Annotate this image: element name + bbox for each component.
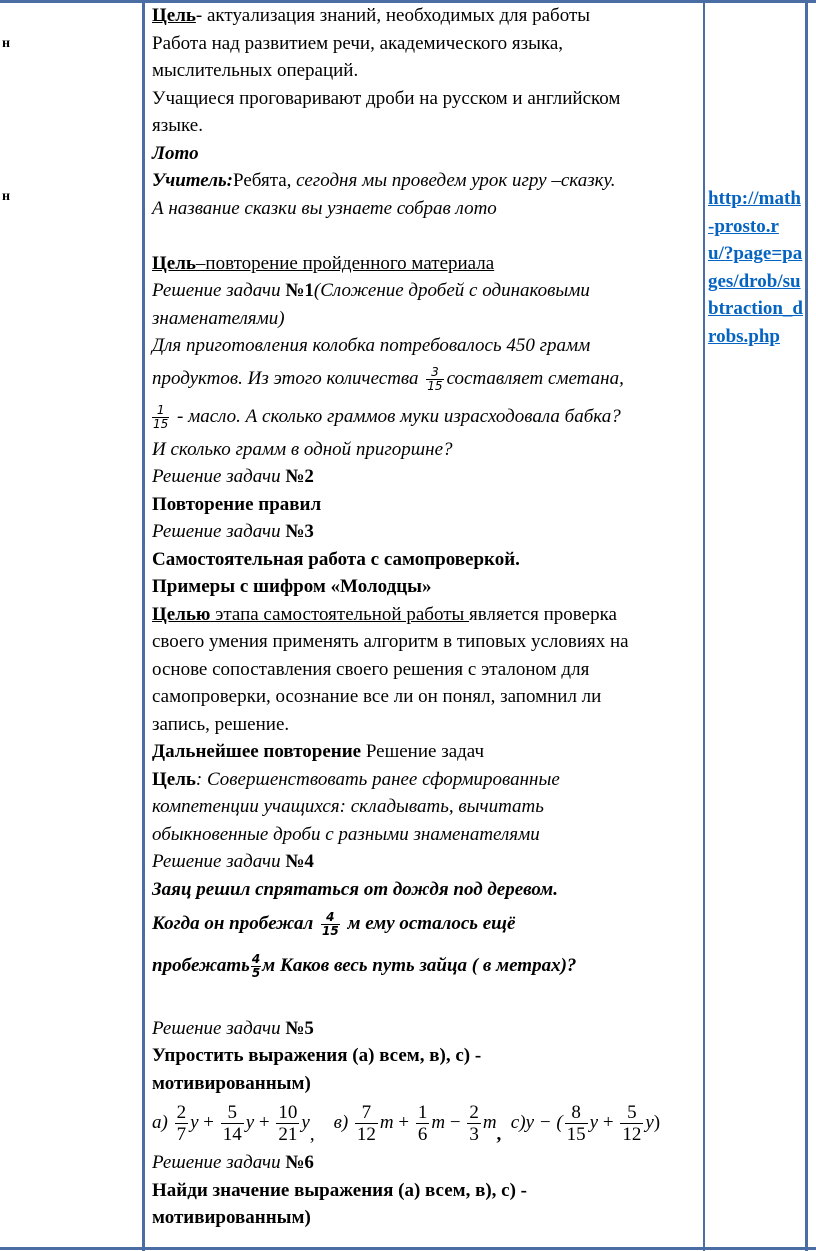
task4-line-2 — [152, 903, 700, 945]
further-rest: Решение задач — [361, 741, 485, 762]
expr-c-fraction-1 — [565, 1102, 588, 1145]
task1-line-3b: - масло. А сколько граммов муки израсходовала бабка? — [172, 405, 621, 427]
goal4-line-3: обыкновенные дроби с разными знаменателями — [152, 823, 540, 845]
fraction-numerator: 7 — [361, 1102, 372, 1124]
task4-line-2b: м ему осталось ещё — [342, 913, 516, 934]
task1-number: №1 — [285, 280, 314, 301]
fraction-numerator: 8 — [571, 1102, 581, 1124]
goal3-label: Целью — [152, 603, 211, 625]
task6-line-2: мотивированным) — [152, 1207, 311, 1228]
task1-line-2a: продуктов. Из этого количества — [152, 367, 424, 389]
expr-c-fraction-2 — [620, 1102, 643, 1145]
task4-number: №4 — [285, 851, 314, 872]
left-column — [0, 0, 140, 1251]
fraction-denominator: 12 — [622, 1124, 642, 1146]
task4-title — [152, 848, 700, 876]
loto-heading: Лото — [152, 142, 199, 164]
task4-line-3 — [152, 945, 700, 987]
expr-c-close: ) — [653, 1112, 661, 1133]
table-border-middle — [703, 0, 705, 1251]
goal1-text: - актуализация знаний, необходимых для работы — [195, 5, 591, 26]
task1-line-2b: составляет сметана, — [446, 367, 624, 389]
spacer — [152, 222, 700, 250]
task1-line-3 — [152, 398, 700, 436]
fraction-3-15 — [426, 366, 443, 393]
plus-sign: + — [203, 1112, 214, 1133]
goal3-underlined: этапа самостоятельной работы — [210, 603, 470, 625]
task1-title — [152, 277, 700, 305]
task4-title-italic: Решение задачи — [152, 851, 286, 872]
fraction-numerator: 2 — [176, 1102, 187, 1124]
goal4-text: : Совершенствовать ранее сформированные — [195, 768, 560, 790]
expr-b-fraction-1 — [355, 1102, 378, 1145]
expr-b-fraction-2 — [416, 1102, 430, 1145]
goal3-line — [152, 601, 700, 629]
goal4-label: Цель — [152, 768, 196, 790]
further-bold: Дальнейшее повторение — [152, 741, 362, 762]
table-border-left — [142, 0, 145, 1251]
variable-y: y — [645, 1112, 654, 1133]
task4-line-3b: м Каков весь путь зайца ( в метрах)? — [262, 955, 577, 976]
task3-title — [152, 518, 700, 546]
variable-y: y — [245, 1112, 255, 1133]
task1-line-2 — [152, 360, 700, 398]
expr-b-label: в) — [333, 1112, 349, 1133]
task5-expressions — [152, 1097, 700, 1149]
resources-column — [708, 185, 804, 350]
task4-line-2a: Когда он пробежал — [152, 913, 318, 934]
task5-line-2: мотивированным) — [152, 1072, 311, 1094]
fraction-numerator: 10 — [278, 1102, 298, 1124]
task5-line-1: Упростить выражения (а) всем, в), с) - — [152, 1045, 482, 1066]
fraction-denominator: 12 — [356, 1124, 376, 1146]
task1-line-1: Для приготовления колобка потребовалось 450 грамм — [152, 335, 591, 356]
task3-number: №3 — [285, 521, 314, 542]
fraction-denominator: 5 — [251, 966, 261, 981]
fraction-4-15 — [321, 911, 340, 938]
expr-a-fraction-2 — [221, 1102, 244, 1145]
further-line — [152, 738, 700, 766]
expr-c-label: с) — [510, 1112, 526, 1133]
goal3-line-3: основе сопоставления своего решения с эталоном для — [152, 658, 590, 680]
fraction-1-15 — [152, 404, 169, 431]
task1-line-4: И сколько грамм в одной пригоршне? — [152, 438, 453, 460]
goal2-line — [152, 250, 700, 278]
task6-number: №6 — [285, 1152, 314, 1173]
table-border-bottom — [0, 1247, 816, 1250]
fraction-numerator: 4 — [251, 952, 261, 967]
plus-sign: + — [258, 1112, 270, 1133]
variable-y: y — [190, 1112, 199, 1133]
fraction-denominator: 14 — [222, 1124, 242, 1146]
goal3-rest: является проверка — [469, 603, 617, 625]
goal2-label: Цель — [152, 252, 196, 274]
selfwork-heading: Самостоятельная работа с самопроверкой. — [152, 548, 520, 570]
fraction-numerator: 5 — [227, 1102, 237, 1124]
left-stub-2: н — [2, 189, 11, 204]
goal4-line — [152, 766, 700, 794]
goal4-line-2: компетенции учащихся: складывать, вычитать — [152, 796, 544, 817]
goal3-line-2: своего умения применять алгоритм в типовых условиях на — [152, 631, 629, 652]
fraction-denominator: 15 — [322, 924, 339, 939]
fraction-denominator: 15 — [153, 416, 169, 431]
expr-a-label: а) — [152, 1112, 168, 1133]
task2-number: №2 — [285, 466, 314, 487]
goal1-line — [152, 2, 700, 30]
left-stub-1: н — [2, 36, 11, 51]
task6-line-1: Найди значение выражения (а) всем, в), с) - — [152, 1179, 527, 1201]
fraction-numerator: 3 — [431, 364, 439, 379]
teacher-label: Учитель: — [152, 170, 234, 191]
teacher-text: , сегодня мы проведем урок игру –сказку. — [286, 170, 616, 191]
teacher-line — [152, 167, 700, 195]
goal3-line-5: запись, решение. — [152, 713, 290, 735]
comma: , — [496, 1124, 502, 1145]
goal2-text: –повторение пройденного материала — [195, 252, 495, 274]
rules-heading: Повторение правил — [152, 493, 322, 515]
task4-line-3a: пробежать — [152, 955, 250, 976]
expr-a-fraction-3 — [276, 1102, 299, 1145]
teacher-name: Ребята — [233, 170, 287, 191]
goal1-line-4: Учащиеся проговаривают дроби на русском и английском — [152, 87, 621, 109]
goal3-line-4: самопроверки, осознание все ли он понял, запомнил ли — [152, 686, 602, 707]
expr-a-fraction-1 — [175, 1102, 189, 1145]
variable-y: y — [301, 1112, 310, 1133]
variable-m: m — [379, 1112, 394, 1133]
fraction-numerator: 1 — [417, 1102, 428, 1124]
fraction-denominator: 21 — [278, 1124, 298, 1146]
task4-line-1: Заяц решил спрятаться от дождя под деревом. — [152, 878, 558, 900]
goal1-label: Цель — [152, 5, 196, 26]
resource-link[interactable]: http://math-prosto.ru/?page=pages/drob/subtraction_drobs.php — [708, 188, 803, 347]
fraction-numerator: 1 — [156, 402, 165, 417]
variable-y: y — [589, 1112, 599, 1133]
lesson-content — [152, 2, 700, 1232]
goal1-line-3: мыслительных операций. — [152, 60, 359, 81]
comma: , — [309, 1124, 315, 1145]
fraction-denominator: 7 — [176, 1124, 187, 1146]
fraction-denominator: 15 — [427, 378, 443, 393]
minus-sign: − — [449, 1112, 461, 1133]
task5-number: №5 — [285, 1017, 314, 1039]
task1-title-2: знаменателями) — [152, 307, 285, 329]
fraction-numerator: 2 — [469, 1102, 479, 1124]
task3-title-italic: Решение задачи — [152, 521, 286, 542]
fraction-numerator: 4 — [326, 910, 335, 925]
fraction-4-5 — [251, 953, 261, 980]
task1-title-italic: Решение задачи — [152, 280, 286, 301]
fraction-denominator: 15 — [566, 1124, 586, 1146]
plus-sign: + — [602, 1112, 614, 1133]
teacher-line-2: А название сказки вы узнаете собрав лото — [152, 197, 497, 219]
plus-sign: + — [398, 1112, 410, 1133]
table-border-right — [805, 0, 808, 1251]
fraction-denominator: 3 — [469, 1124, 479, 1146]
goal1-line-2: Работа над развитием речи, академического языка, — [152, 32, 564, 54]
fraction-denominator: 6 — [417, 1124, 428, 1146]
task1-paren: (Сложение дробей с одинаковыми — [313, 280, 590, 301]
variable-m: m — [482, 1112, 497, 1133]
expr-b-fraction-3 — [467, 1102, 481, 1145]
task6-title — [152, 1149, 700, 1177]
fraction-numerator: 5 — [627, 1102, 637, 1124]
examples-heading: Примеры с шифром «Молодцы» — [152, 576, 432, 597]
task6-title-italic: Решение задачи — [152, 1152, 286, 1173]
goal1-line-5: языке. — [152, 115, 203, 136]
task5-title-italic: Решение задачи — [152, 1017, 286, 1039]
spacer — [152, 987, 700, 1015]
task2-title — [152, 463, 700, 491]
expr-c-open: y − ( — [525, 1112, 563, 1133]
task5-title — [152, 1015, 700, 1043]
task2-title-italic: Решение задачи — [152, 466, 286, 487]
variable-m: m — [431, 1112, 446, 1133]
